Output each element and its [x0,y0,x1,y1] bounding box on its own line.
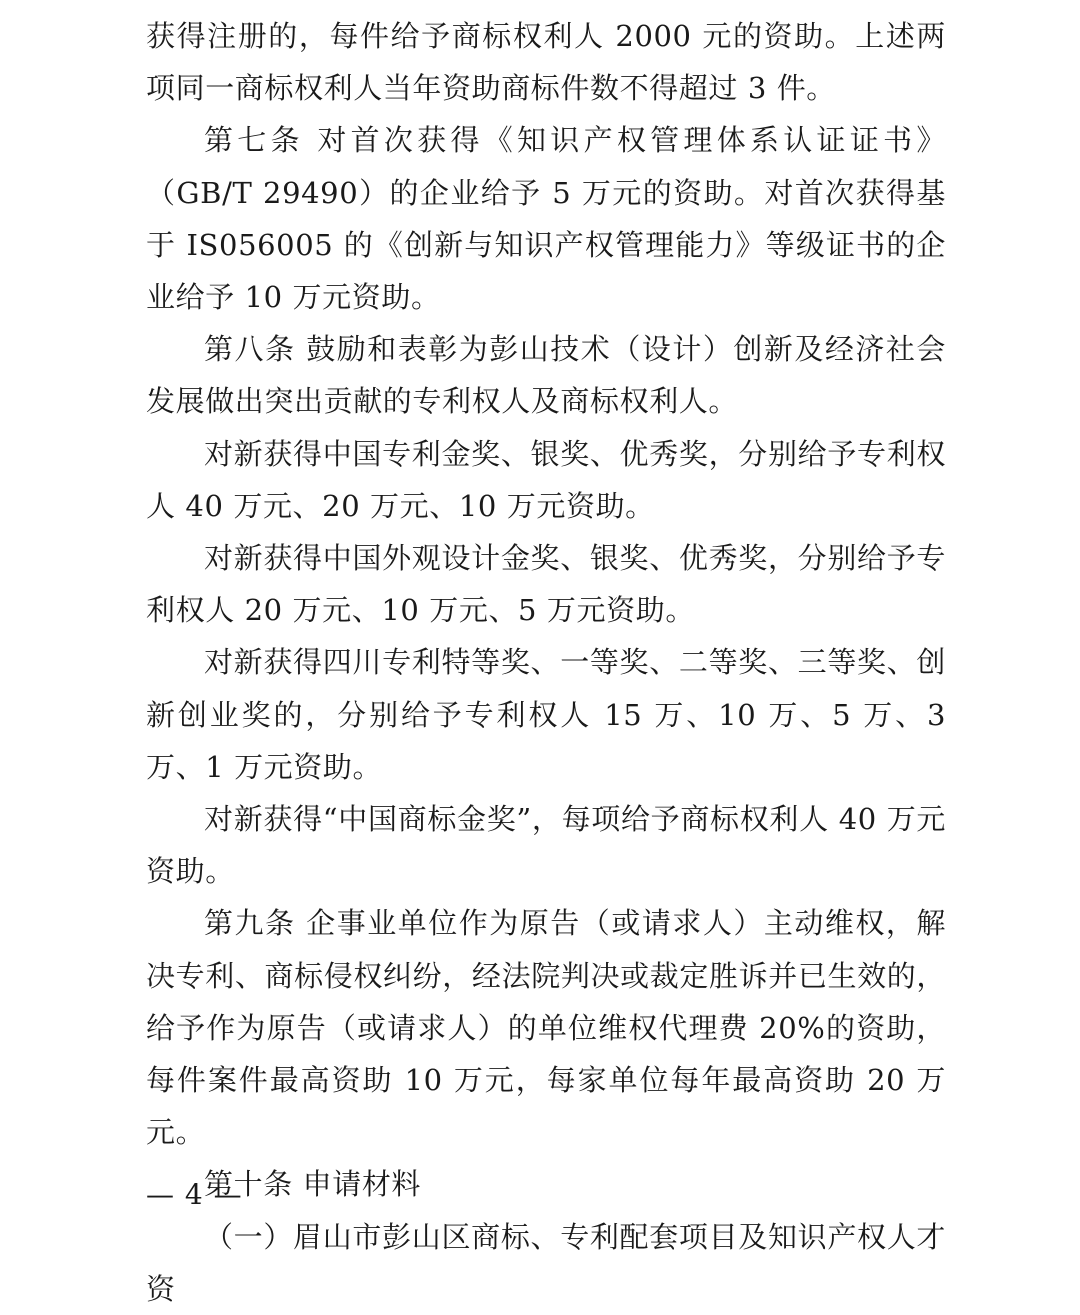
paragraph-article-7: 第七条 对首次获得《知识产权管理体系认证证书》（GB/T 29490）的企业给予 5 万元的资助。对首次获得基于 IS056005 的《创新与知识产权管理能力》等级证书的企业给予 10 万元资助。 [146,123,946,315]
paragraph-article-8: 第八条 鼓励和表彰为彭山技术（设计）创新及经济社会发展做出突出贡献的专利权人及商标权利人。 [146,332,946,419]
paragraph-trademark-award: 对新获得“中国商标金奖”，每项给予商标权利人 40 万元资助。 [146,802,946,889]
paragraph-sichuan-patent-award: 对新获得四川专利特等奖、一等奖、二等奖、三等奖、创新创业奖的，分别给予专利权人 15 万、10 万、5 万、3 万、1 万元资助。 [146,645,946,784]
document-body [146,10,946,1315]
paragraph-item-1: （一）眉山市彭山区商标、专利配套项目及知识产权人才资 [146,1219,946,1306]
paragraph-1: 获得注册的，每件给予商标权利人 2000 元的资助。上述两项同一商标权利人当年资助商标件数不得超过 3 件。 [146,19,946,106]
paragraph-china-patent-award: 对新获得中国专利金奖、银奖、优秀奖，分别给予专利权人 40 万元、20 万元、10 万元资助。 [146,436,946,523]
page-number: — 4 — [146,1178,243,1211]
paragraph-article-10: 第十条 申请材料 [204,1167,422,1202]
paragraph-design-award: 对新获得中国外观设计金奖、银奖、优秀奖，分别给予专利权人 20 万元、10 万元、5 万元资助。 [146,541,946,628]
paragraph-article-9: 第九条 企事业单位作为原告（或请求人）主动维权，解决专利、商标侵权纠纷，经法院判决或裁定胜诉并已生效的，给予作为原告（或请求人）的单位维权代理费 20%的资助，每件案件最高资助 10 万元，每家单位每年最高资助 20 万元。 [146,906,946,1150]
